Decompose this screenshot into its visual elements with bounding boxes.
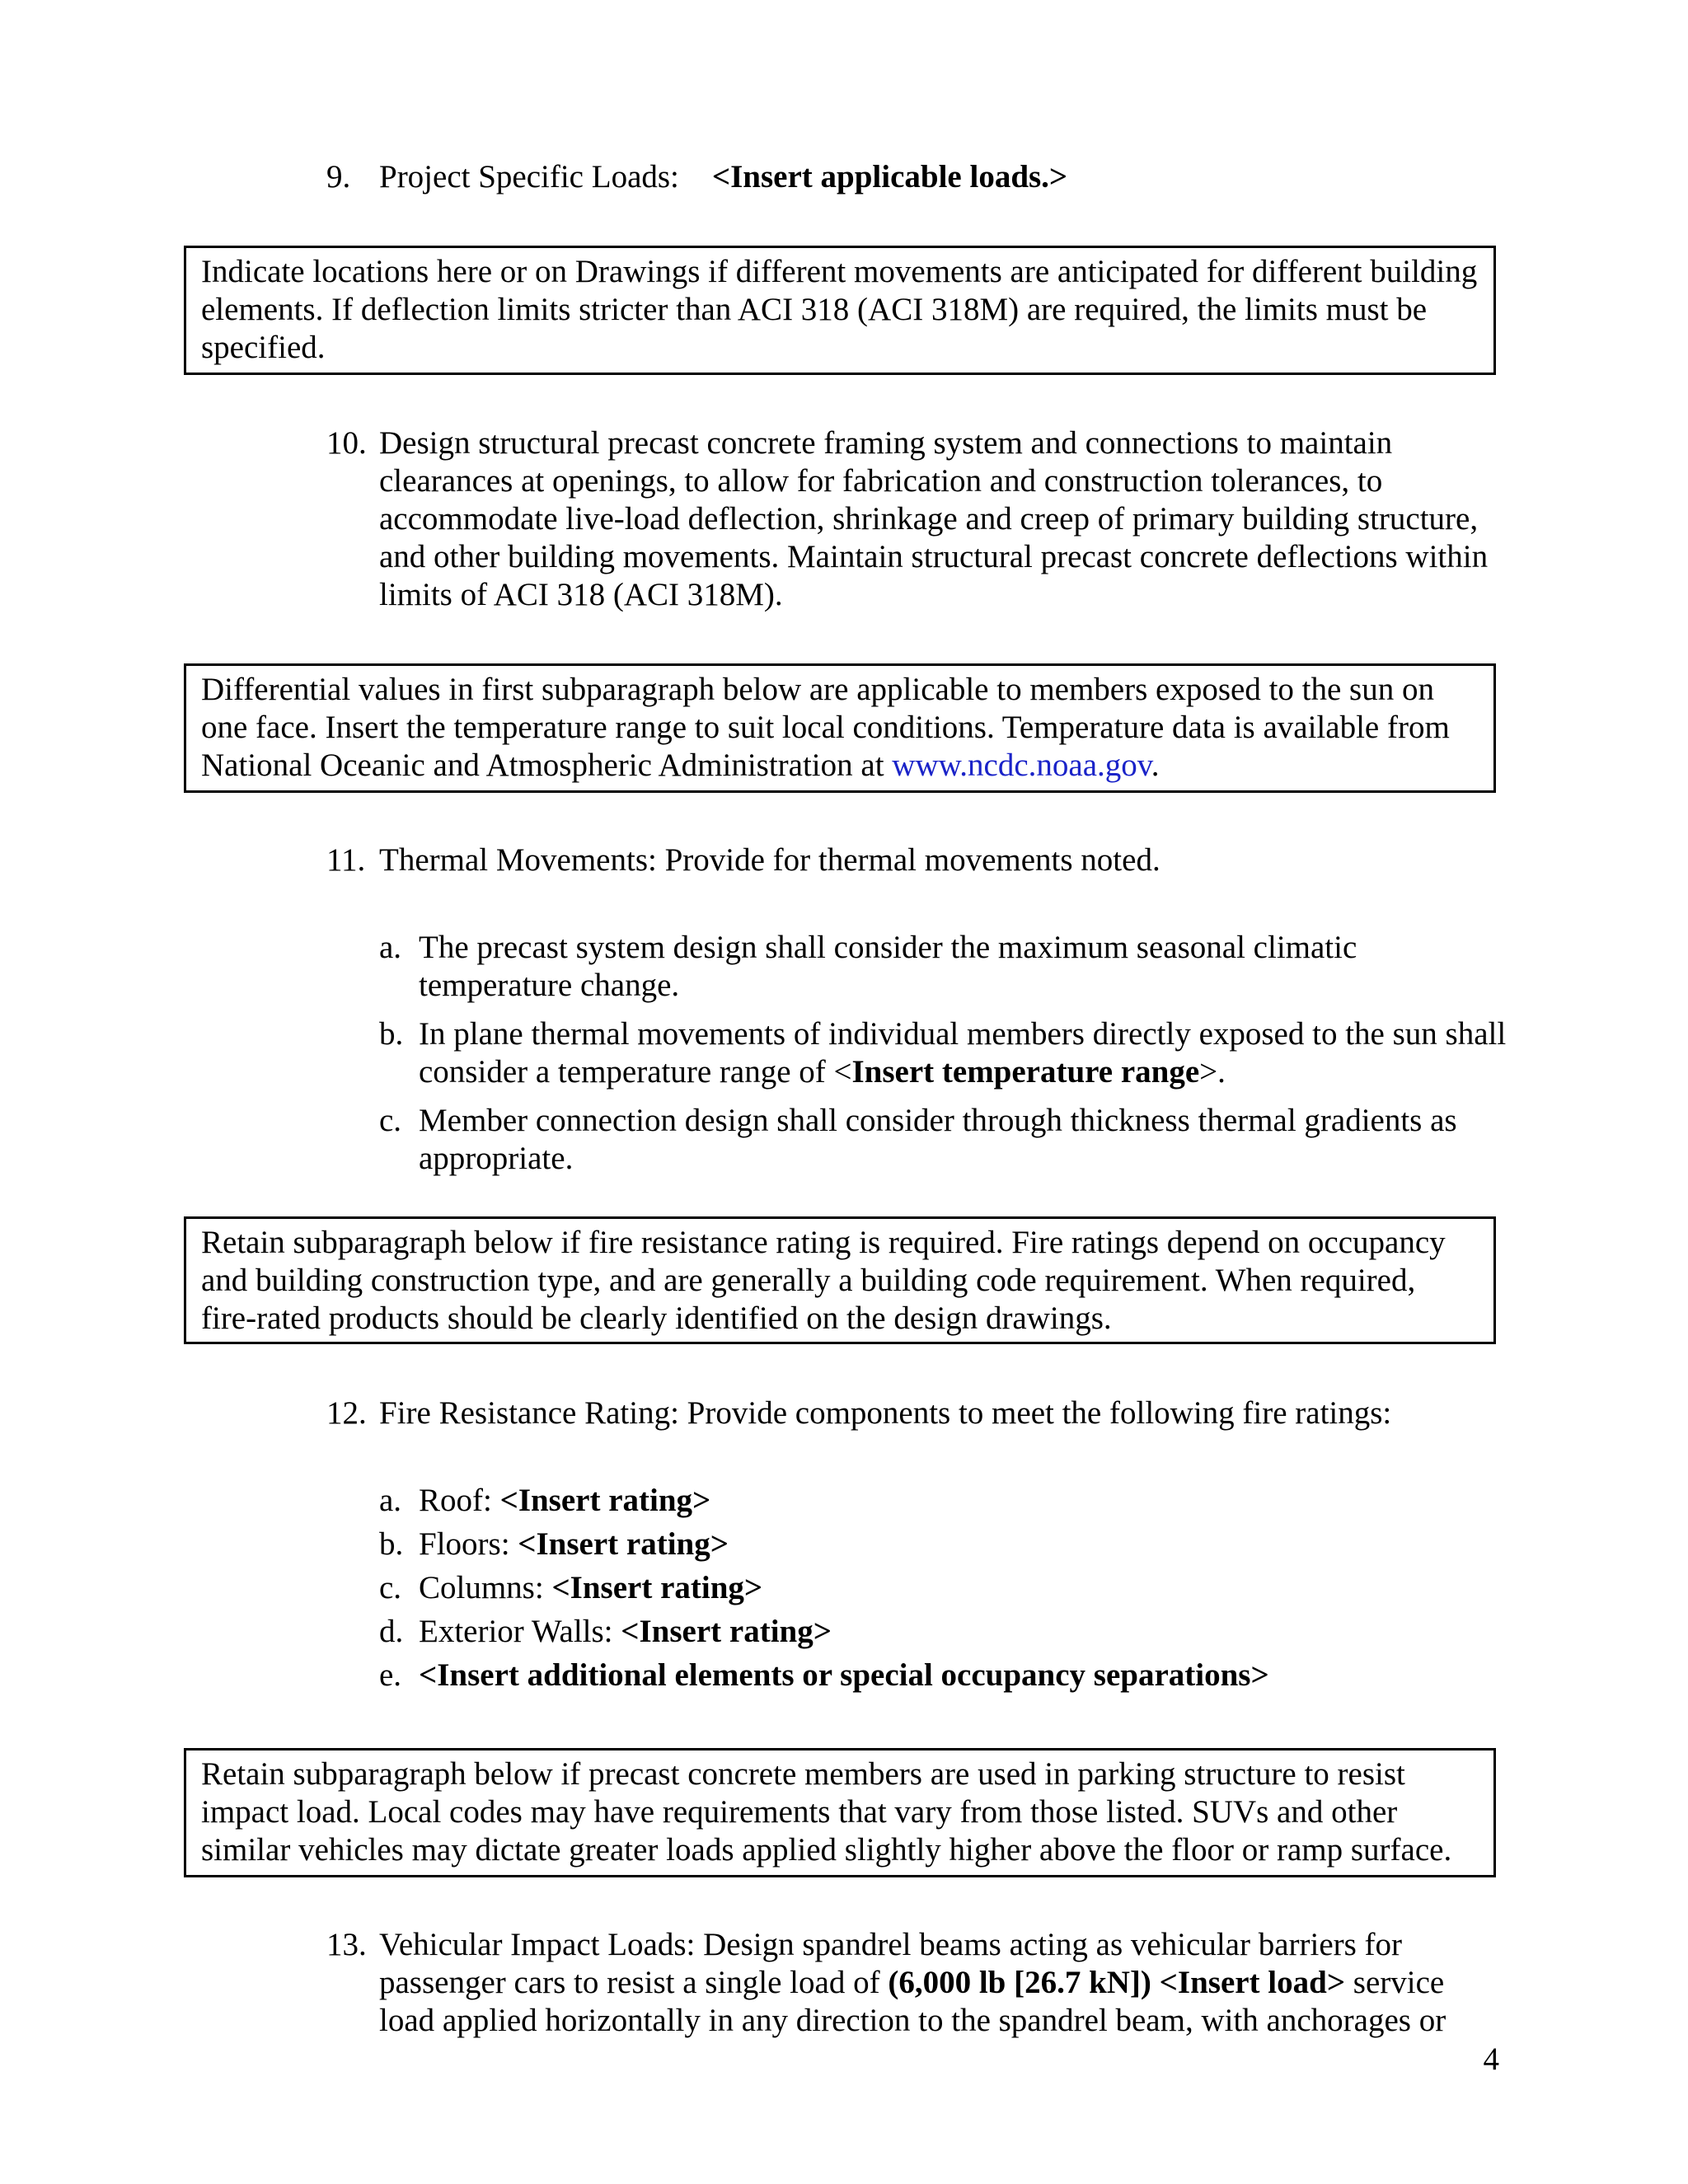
- subparagraph-letter: d.: [379, 1614, 404, 1649]
- editor-note-box: [184, 1748, 1496, 1877]
- editor-note-text: Indicate locations here or on Drawings if different movements are anticipated for different building elements. If deflection limits stricter than ACI 318 (ACI 318M) are required, the limits must be specified.: [201, 254, 1478, 365]
- subparagraph-text: Roof: <Insert rating>: [419, 1483, 711, 1518]
- subparagraph-text: Columns: <Insert rating>: [419, 1570, 763, 1605]
- insert-placeholder: Insert temperature range: [851, 1054, 1200, 1090]
- paragraph-text: Thermal Movements: Provide for thermal movements noted.: [379, 842, 1160, 878]
- subparagraph-letter: b.: [379, 1016, 404, 1052]
- insert-placeholder: <Insert rating>: [518, 1526, 729, 1562]
- subparagraph-text: Exterior Walls: <Insert rating>: [419, 1614, 832, 1649]
- editor-note-box: Differential values in first subparagraph below are applicable to members exposed to the sun on one face. Insert the temperature range to suit local conditions. Temperature data is available from National Oceanic and Atmospheric Administration at www.ncdc.noaa.gov.: [184, 663, 1496, 793]
- subparagraph-letter: a.: [379, 1483, 402, 1518]
- insert-placeholder: <Insert rating>: [621, 1614, 832, 1649]
- subparagraph-letter: c.: [379, 1103, 402, 1138]
- subparagraph-letter: e.: [379, 1657, 402, 1693]
- subparagraph-text: Floors: <Insert rating>: [419, 1526, 729, 1562]
- paragraph-number: 13.: [326, 1927, 367, 1962]
- insert-placeholder: <Insert applicable loads.>: [711, 159, 1068, 194]
- paragraph-number: 10.: [326, 425, 367, 461]
- subparagraph-text: Member connection design shall consider through thickness thermal gradients as appropriate.: [419, 1103, 1457, 1176]
- default-load-value: (6,000 lb [26.7 kN]): [888, 1965, 1151, 2000]
- editor-note-text: Retain subparagraph below if precast concrete members are used in parking structure to resist impact load. Local codes may have requirements that vary from those listed. SUVs and other similar vehicles may dictate greater loads applied slightly higher above the floor or ramp surface.: [201, 1756, 1452, 1868]
- editor-note-box: [184, 1216, 1496, 1344]
- paragraph-text: Vehicular Impact Loads: Design spandrel beams acting as vehicular barriers for passenger cars to resist a single load of (6,000 lb [26.7 kN]) <Insert load> service load applied horizontally in any direction to the spandrel beam, with anchorages or: [379, 1927, 1447, 2038]
- editor-note-box: [184, 246, 1496, 375]
- insert-placeholder: <Insert load>: [1159, 1965, 1346, 2000]
- subparagraph-text: In plane thermal movements of individual members directly exposed to the sun shall consider a temperature range of <Insert temperature range>.: [419, 1016, 1507, 1090]
- paragraph-number: 11.: [326, 842, 366, 878]
- noaa-link[interactable]: www.ncdc.noaa.gov: [892, 748, 1151, 783]
- insert-placeholder: <Insert rating>: [551, 1570, 763, 1605]
- insert-placeholder: <Insert rating>: [499, 1483, 711, 1518]
- page-number: 4: [1483, 2041, 1499, 2077]
- paragraph-number: 12.: [326, 1395, 367, 1431]
- subparagraph-letter: c.: [379, 1570, 402, 1605]
- paragraph-text: Fire Resistance Rating: Provide components to meet the following fire ratings:: [379, 1395, 1392, 1431]
- paragraph-number: 9.: [326, 159, 351, 194]
- paragraph-text: Design structural precast concrete framing system and connections to maintain clearances at openings, to allow for fabrication and construction tolerances, to accommodate live-load deflection, shrinkage and creep of primary building structure, and other building movements. Maintain structural precast concrete deflections within limits of ACI 318 (ACI 318M).: [379, 425, 1489, 612]
- editor-note-text: Retain subparagraph below if fire resistance rating is required. Fire ratings depend on occupancy and building construction type, and are generally a building code requirement. When required, fire-rated products should be clearly identified on the design drawings.: [201, 1225, 1446, 1336]
- insert-placeholder: <Insert additional elements or special occupancy separations>: [419, 1657, 1269, 1693]
- editor-note-text: Differential values in first subparagraph below are applicable to members exposed to the sun on one face. Insert the temperature range to suit local conditions. Temperature data is available from National Oceanic and Atmospheric Administration at: [201, 672, 1450, 783]
- paragraph-text: Project Specific Loads: <Insert applicable loads.>: [379, 159, 1068, 194]
- subparagraph-text: The precast system design shall consider the maximum seasonal climatic temperature change.: [419, 930, 1357, 1003]
- subparagraph-letter: b.: [379, 1526, 404, 1562]
- subparagraph-letter: a.: [379, 930, 402, 965]
